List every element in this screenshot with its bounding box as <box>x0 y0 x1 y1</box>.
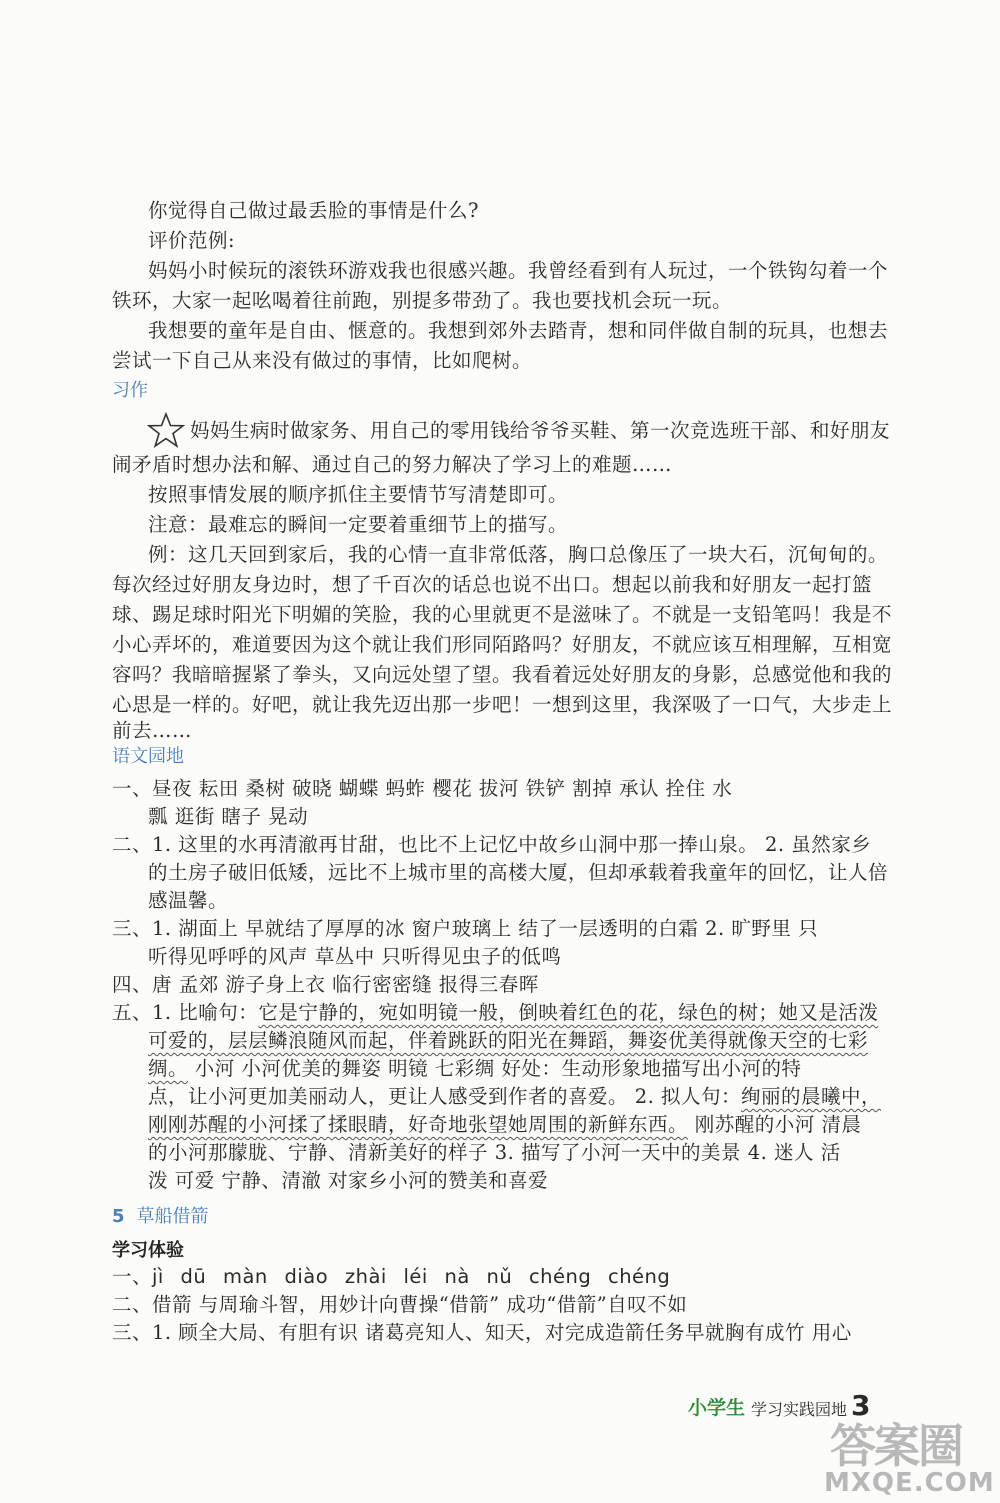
text-line: 感温馨。 <box>148 889 229 912</box>
text-line <box>148 1082 881 1112</box>
text-line <box>112 998 878 1028</box>
text-line: 心思是一样的。好吧，就让我先迈出那一步吧！一想到这里，我深吸了一口气，大步走上 <box>112 693 893 716</box>
text-line: 小心弄坏的，难道要因为这个就让我们形同陌路吗？好朋友，不就应该互相理解，互相宽 <box>112 633 893 656</box>
text-line: 你觉得自己做过最丢脸的事情是什么? <box>148 199 479 222</box>
text-line: 球、踢足球时阳光下明媚的笑脸，我的心里就更不是滋味了。不就是一支铅笔吗！我是不 <box>112 603 893 626</box>
text-line <box>148 1054 802 1084</box>
text-line: 按照事情发展的顺序抓住主要情节写清楚即可。 <box>148 483 569 506</box>
underlined-text: 可爱的，层层鳞浪随风而起，伴着跳跃的阳光在舞蹈，舞姿优美得就像天空的七彩 <box>148 1029 869 1052</box>
text-line: 听得见呼呼的风声 草丛中 只听得见虫子的低鸣 <box>148 945 562 968</box>
text-line: 容吗？我暗暗握紧了拳头，又向远处望了望。我看着远处好朋友的身影，总感觉他和我的 <box>112 663 893 686</box>
text-line: 一、jì dū màn diào zhài léi nà nǔ chéng chéng <box>112 1265 671 1288</box>
star-icon <box>146 412 186 448</box>
lesson-number: 5 <box>112 1206 125 1227</box>
text-line: 二、借箭 与周瑜斗智，用妙计向曹操“借箭” 成功“借箭”自叹不如 <box>112 1293 688 1316</box>
text-line: 闹矛盾时想办法和解、通过自己的努力解决了学习上的难题…… <box>112 453 673 476</box>
underlined-text: 它是宁静的，宛如明镜一般，倒映着红色的花，绿色的树；她又是活泼 <box>258 1001 879 1024</box>
watermark-url: MXQE.COM <box>824 1468 995 1498</box>
text-line: 例：这几天回到家后，我的心情一直非常低落，胸口总像压了一块大石，沉甸甸的。 <box>148 543 889 566</box>
text-line: 的土房子破旧低矮，远比不上城市里的高楼大厦，但却承载着我童年的回忆，让人倍 <box>148 861 889 884</box>
underlined-text: 绚丽的晨曦中， <box>741 1085 882 1108</box>
watermark-logo <box>822 1410 998 1500</box>
section-heading-xizuo: 习作 <box>112 380 148 401</box>
text-line <box>148 1110 861 1140</box>
underlined-text: 刚刚苏醒的小河揉了揉眼睛，好奇地张望她周围的新鲜东西。 <box>148 1113 689 1136</box>
text-line: 妈妈生病时做家务、用自己的零用钱给爷爷买鞋、第一次竞选班干部、和好朋友 <box>190 419 891 442</box>
lesson-title: 草船借箭 <box>136 1206 209 1227</box>
text-run: 刚苏醒的小河 清晨 <box>688 1113 862 1136</box>
text-line: 的小河那朦胧、宁静、清新美好的样子 3. 描写了小河一天中的美景 4. 迷人 活 <box>148 1141 841 1164</box>
text-line: 注意：最难忘的瞬间一定要着重细节上的描写。 <box>148 513 569 536</box>
underlined-text: 绸。 <box>148 1057 189 1080</box>
footer-series: 学习实践园地 <box>751 1400 848 1419</box>
text-line: 三、1. 顾全大局、有胆有识 诸葛亮知人、知天，对完成造箭任务早就胸有成竹 用心 <box>112 1321 852 1344</box>
text-line: 每次经过好朋友身边时，想了千百次的话总也说不出口。想起以前我和好朋友一起打篮 <box>112 573 873 596</box>
text-line: 二、1. 这里的水再清澈再甘甜，也比不上记忆中故乡山洞中那一捧山泉。 2. 虽然家乡 <box>112 833 872 856</box>
text-line: 妈妈小时候玩的滚铁环游戏我也很感兴趣。我曾经看到有人玩过，一个铁钩勾着一个 <box>148 259 889 282</box>
text-line: 一、昼夜 耘田 桑树 破晓 蝴蝶 蚂蚱 樱花 拔河 铁铲 割掉 承认 拴住 水 <box>112 777 733 800</box>
text-line: 四、唐 孟郊 游子身上衣 临行密密缝 报得三春晖 <box>112 973 539 996</box>
footer-brand: 小学生 <box>688 1397 746 1419</box>
text-line: 泼 可爱 宁静、清澈 对家乡小河的赞美和喜爱 <box>148 1169 549 1192</box>
watermark-title: 答案圈 <box>830 1419 962 1473</box>
text-line <box>148 1026 868 1056</box>
text-line: 尝试一下自己从来没有做过的事情，比如爬树。 <box>112 349 533 372</box>
text-line: 我想要的童年是自由、惬意的。我想到郊外去踏青，想和同伴做自制的玩具，也想去 <box>148 319 889 342</box>
text-line: 铁环，大家一起吆喝着往前跑，别提多带劲了。我也要找机会玩一玩。 <box>112 289 733 312</box>
text-line: 评价范例: <box>148 229 236 252</box>
subsection-heading: 学习体验 <box>112 1240 184 1261</box>
text-run: 点，让小河更加美丽动人，更让人感受到作者的喜爱。 2. 拟人句： <box>148 1085 742 1108</box>
page-number: 3 <box>851 1389 871 1422</box>
text-line: 瓢 逛街 瞎子 晃动 <box>148 805 309 828</box>
section-heading-yuwen: 语文园地 <box>112 746 184 767</box>
text-run: 五、1. 比喻句： <box>112 1001 259 1024</box>
text-run: 小河 小河优美的舞姿 明镜 七彩绸 好处：生动形象地描写出小河的特 <box>188 1057 802 1080</box>
text-line: 前去…… <box>112 719 193 742</box>
text-line: 三、1. 湖面上 早就结了厚厚的冰 窗户玻璃上 结了一层透明的白霜 2. 旷野里 只 <box>112 917 819 940</box>
lesson-heading <box>112 1202 209 1232</box>
